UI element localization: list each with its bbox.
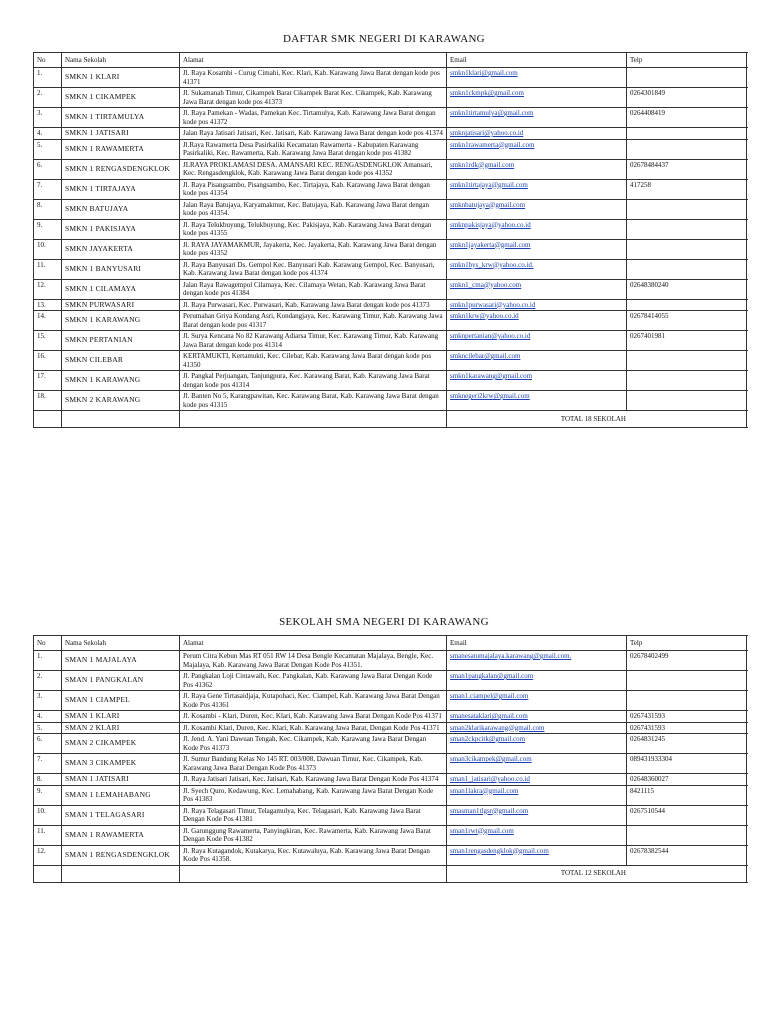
empty-cell xyxy=(62,865,180,882)
school-address: Jl. Sukamanah Timur, Cikampek Barat Cikampek Barat Kec. Cikampek, Kab. Karawang Jawa Barat dengan kode pos 41373 xyxy=(180,88,447,108)
school-phone: 02678382544 xyxy=(627,845,747,865)
table-row xyxy=(34,671,747,691)
school-name: SMAN 1 TELAGASARI xyxy=(62,805,180,825)
school-name: SMKN 1 TIRTAJAYA xyxy=(62,179,180,199)
table-row xyxy=(34,128,747,140)
school-address: Jalan Raya Rawagempol Cilamaya, Kec. Cilamaya Wetan, Kab. Karawang Jawa Barat dengan kode pos 41384 xyxy=(180,279,447,299)
school-address: Jl. RAYA JAYAMAKMUR, Jayakerta, Kec. Jayakerta, Kab. Karawang Jawa Barat dengan kode pos 41352 xyxy=(180,239,447,259)
col-header-phone: Telp xyxy=(627,53,747,68)
school-email[interactable]: sman1rwt@gmail.com xyxy=(447,825,627,845)
school-phone: 0267510544 xyxy=(627,805,747,825)
school-email[interactable]: smkn1tirtajaya@gmail.com xyxy=(447,179,627,199)
school-phone: 0264831245 xyxy=(627,734,747,754)
row-number: 8. xyxy=(34,774,62,786)
row-number: 7. xyxy=(34,179,62,199)
school-email[interactable]: smkn1rawamerta@gmail.com xyxy=(447,139,627,159)
school-address: Jl. Jend. A. Yani Dawuan Tengah, Kec. Cikampek, Kab. Karawang Jawa Barat Dengan Kode Pos 41373 xyxy=(180,734,447,754)
school-name: SMKN 1 KLARI xyxy=(62,68,180,88)
school-email[interactable]: smkn1tirtamulya@gmail.com xyxy=(447,108,627,128)
total-count: TOTAL 18 SEKOLAH xyxy=(447,411,747,428)
school-name: SMAN 1 CIAMPEL xyxy=(62,691,180,711)
school-name: SMAN 1 JATISARI xyxy=(62,774,180,786)
table-row xyxy=(34,651,747,671)
school-address: KERTAMUKTI, Kertamukti, Kec. Cilebar, Kab. Karawang Jawa Barat dengan kode pos 41350 xyxy=(180,351,447,371)
school-email[interactable]: smkn1bys_krw@yahoo.co.id. xyxy=(447,259,627,279)
school-phone: 02678414055 xyxy=(627,311,747,331)
school-email[interactable]: sman2klarikarawang@gmail.com xyxy=(447,722,627,734)
school-email[interactable]: sman1.ciampel@gmail.com xyxy=(447,691,627,711)
row-number: 10. xyxy=(34,805,62,825)
school-email[interactable]: sman1pangkalan@gmail.com xyxy=(447,671,627,691)
row-number: 11. xyxy=(34,259,62,279)
school-name: SMAN 1 PANGKALAN xyxy=(62,671,180,691)
table-row xyxy=(34,331,747,351)
col-header-name: Nama Sekolah xyxy=(62,636,180,651)
school-email[interactable]: smkn1krw@yahoo.co.id xyxy=(447,311,627,331)
table-row xyxy=(34,68,747,88)
school-address: Perumahan Griya Kondang Asri, Kondangjaya, Kec. Karawang Timur, Kab. Karawang Jawa Barat dengan kode pos 41317 xyxy=(180,311,447,331)
school-address: Jl. Pangkalan Loji Cintawaih, Kec. Pangkalan, Kab. Karawang Jawa Barat Dengan Kode Pos 41362 xyxy=(180,671,447,691)
school-phone: 8421115 xyxy=(627,785,747,805)
school-phone: 0267431593 xyxy=(627,711,747,723)
school-address: Jalan Raya Batujaya, Karyamakmur, Kec. Batujaya, Kab. Karawang Jawa Barat dengan kode pos 41354. xyxy=(180,199,447,219)
school-email[interactable]: smasman1tlgsr@gmail.com xyxy=(447,805,627,825)
school-email[interactable]: sman1_jatisari@yahoo.co.id xyxy=(447,774,627,786)
table-row xyxy=(34,259,747,279)
row-number: 7. xyxy=(34,754,62,774)
school-name: SMKN 1 CILAMAYA xyxy=(62,279,180,299)
row-number: 16. xyxy=(34,351,62,371)
school-name: SMAN 1 LEMAHABANG xyxy=(62,785,180,805)
school-name: SMAN 1 MAJALAYA xyxy=(62,651,180,671)
empty-cell xyxy=(180,865,447,882)
school-email[interactable]: smkn1klari@gmail.com xyxy=(447,68,627,88)
school-address: Jl.Raya Rawamerta Desa Pasirkaliki Kecamatan Rawamerta - Kabupaten Karawang Pasirkaliki, Kec. Rawamerta, Kab. Karawang Jawa Barat dengan kode pos 41382 xyxy=(180,139,447,159)
school-name: SMKN 1 BANYUSARI xyxy=(62,259,180,279)
row-number: 4. xyxy=(34,711,62,723)
table-row xyxy=(34,299,747,311)
school-address: Jl. Raya Purwasari, Kec. Purwasari, Kab. Karawang Jawa Barat dengan kode pos 41373 xyxy=(180,299,447,311)
total-count: TOTAL 12 SEKOLAH xyxy=(447,865,747,882)
col-header-address: Alamat xyxy=(180,53,447,68)
school-address: Jl. Sumur Bandung Kelas No 145 RT. 003/008, Dawuan Timur, Kec. Cikampek, Kab. Karawang Jawa Barat Dengan Kode Pos 41373 xyxy=(180,754,447,774)
school-email[interactable]: smknegeri2krw@gmail.com xyxy=(447,391,627,411)
school-phone: 089431933304 xyxy=(627,754,747,774)
school-name: SMAN 3 CIKAMPEK xyxy=(62,754,180,774)
row-number: 6. xyxy=(34,159,62,179)
school-name: SMKN 1 KARAWANG xyxy=(62,371,180,391)
table-row xyxy=(34,391,747,411)
school-name: SMKN BATUJAYA xyxy=(62,199,180,219)
school-address: Jl. Garunggung Rawamerta, Panyingkiran, Kec. Rawamerta, Kab. Karawang Jawa Barat Dengan Kode Pos 41382 xyxy=(180,825,447,845)
school-email[interactable]: smknpakisjaya@yahoo.co.id xyxy=(447,219,627,239)
col-header-email: Email xyxy=(447,53,627,68)
school-name: SMKN 1 JATISARI xyxy=(62,128,180,140)
school-phone xyxy=(627,259,747,279)
school-email[interactable]: sman1lakra@gmail.com xyxy=(447,785,627,805)
school-address: Jl. Syech Quro, Kedawung, Kec. Lemahabang, Kab. Karawang Jawa Barat Dengan Kode Pos 41383 xyxy=(180,785,447,805)
empty-cell xyxy=(180,411,447,428)
table-row xyxy=(34,774,747,786)
school-email[interactable]: smkn1_cma@yahoo.com xyxy=(447,279,627,299)
school-address: Jl. Raya Gene Tirtasaidjaja, Kutapohaci, Kec. Ciampel, Kab. Karawang Jawa Barat Dengan Kode Pos 41361 xyxy=(180,691,447,711)
table-row xyxy=(34,785,747,805)
row-number: 2. xyxy=(34,88,62,108)
school-name: SMAN 2 KLARI xyxy=(62,722,180,734)
school-email[interactable]: smkncilebar@gmail.com xyxy=(447,351,627,371)
school-phone xyxy=(627,139,747,159)
total-row xyxy=(34,865,747,882)
smk-title: DAFTAR SMK NEGERI DI KARAWANG xyxy=(283,33,485,45)
school-name: SMAN 1 RAWAMERTA xyxy=(62,825,180,845)
row-number: 3. xyxy=(34,108,62,128)
school-email[interactable]: smkn1rdk@gmail.com xyxy=(447,159,627,179)
school-name: SMKN CILEBAR xyxy=(62,351,180,371)
school-email[interactable]: smknjatisari@yahoo.co.id xyxy=(447,128,627,140)
school-address: Perum Citra Kebun Mas RT 051 RW 14 Desa Bengle Kecamatan Majalaya, Bengle, Kec. Majalaya, Kab. Karawang Jawa Barat Dengan Kode Pos 41351. xyxy=(180,651,447,671)
school-address: Jl. Raya Banyusari Ds. Gempol Kec. Banyusari Kab. Karawang Gempol, Kec. Banyusari, Kab. Karawang Jawa Barat dengan kode pos 41374 xyxy=(180,259,447,279)
school-phone xyxy=(627,671,747,691)
table-row xyxy=(34,108,747,128)
sma-table xyxy=(33,635,747,883)
table-row xyxy=(34,825,747,845)
school-name: SMKN 2 KARAWANG xyxy=(62,391,180,411)
table-row xyxy=(34,311,747,331)
school-phone: 02678402499 xyxy=(627,651,747,671)
school-email[interactable]: smanesataklari@gmail.com xyxy=(447,711,627,723)
row-number: 3. xyxy=(34,691,62,711)
empty-cell xyxy=(34,865,62,882)
school-address: Jl. Kosambi Klari, Duren, Kec. Klari, Kab. Karawang Jawa Barat, Dengan Kode Pos 41371 xyxy=(180,722,447,734)
school-phone xyxy=(627,68,747,88)
total-row xyxy=(34,411,747,428)
row-number: 12. xyxy=(34,845,62,865)
school-email[interactable]: smkn1ckmpk@gmail.com xyxy=(447,88,627,108)
smk-table xyxy=(33,52,747,428)
school-phone: 02648380240 xyxy=(627,279,747,299)
row-number: 1. xyxy=(34,651,62,671)
row-number: 15. xyxy=(34,331,62,351)
school-address: Jl. Surya Kencana No 82 Karawang Adiarsa Timur, Kec. Karawang Timur, Kab. Karawang Jawa Barat dengan kode pos 41314 xyxy=(180,331,447,351)
school-name: SMKN 1 PAKISJAYA xyxy=(62,219,180,239)
row-number: 11. xyxy=(34,825,62,845)
school-phone xyxy=(627,299,747,311)
school-email[interactable]: sman2ckpcitk@gmail.com xyxy=(447,734,627,754)
row-number: 17. xyxy=(34,371,62,391)
school-address: Jl. Raya Telukbuyung, Telukbuyung, Kec. Pakisjaya, Kab. Karawang Jawa Barat dengan kode pos 41355 xyxy=(180,219,447,239)
school-name: SMKN PERTANIAN xyxy=(62,331,180,351)
school-address: Jl. Raya Kosambi - Curug Cimahi, Kec. Klari, Kab. Karawang Jawa Barat dengan kode pos 41371 xyxy=(180,68,447,88)
row-number: 9. xyxy=(34,785,62,805)
school-name: SMKN PURWASARI xyxy=(62,299,180,311)
row-number: 10. xyxy=(34,239,62,259)
school-phone xyxy=(627,351,747,371)
table-row xyxy=(34,199,747,219)
school-address: Jl. Raya Kutagandok, Kutakarya, Kec. Kutawaluya, Kab. Karawang Jawa Barat Dengan Kode Pos 41358. xyxy=(180,845,447,865)
school-email[interactable]: smkn1purwasari@yahoo.co.id xyxy=(447,299,627,311)
school-email[interactable]: smkn1karawang@gmail.com xyxy=(447,371,627,391)
row-number: 18. xyxy=(34,391,62,411)
school-email[interactable]: smanesatumajalaya.karawang@gmail.com. xyxy=(447,651,627,671)
row-number: 1. xyxy=(34,68,62,88)
school-address: Jl. Raya Telagasari Timur, Telagamulya, Kec. Telagasari, Kab. Karawang Jawa Barat Dengan Kode Pos 41381 xyxy=(180,805,447,825)
row-number: 6. xyxy=(34,734,62,754)
school-name: SMAN 2 CIKAMPEK xyxy=(62,734,180,754)
row-number: 5. xyxy=(34,139,62,159)
school-address: Jl. Pangkal Perjuangan, Tanjungpura, Kec. Karawang Barat, Kab. Karawang Jawa Barat dengan kode pos 41314 xyxy=(180,371,447,391)
row-number: 5. xyxy=(34,722,62,734)
school-name: SMKN 1 TIRTAMULYA xyxy=(62,108,180,128)
school-name: SMAN 1 KLARI xyxy=(62,711,180,723)
col-header-email: Email xyxy=(447,636,627,651)
school-address: JLRAYA PROKLAMASI DESA. AMANSARI KEC. RENGASDENGKLOK Amansari, Kec. Rengasdengklok, Kab. Karawang Jawa Barat dengan kode pos 41352 xyxy=(180,159,447,179)
table-row xyxy=(34,711,747,723)
school-phone xyxy=(627,371,747,391)
school-address: Jl. Raya Pamekan - Wadas, Pamekan Kec. Tirtamulya, Kab. Karawang Jawa Barat dengan kode pos 41372 xyxy=(180,108,447,128)
row-number: 4. xyxy=(34,128,62,140)
table-row xyxy=(34,351,747,371)
table-row xyxy=(34,754,747,774)
school-phone: 02648360027 xyxy=(627,774,747,786)
table-header-row xyxy=(34,636,747,651)
col-header-name: Nama Sekolah xyxy=(62,53,180,68)
school-phone: 0267401981 xyxy=(627,331,747,351)
table-row xyxy=(34,805,747,825)
table-row xyxy=(34,219,747,239)
table-row xyxy=(34,734,747,754)
table-row xyxy=(34,845,747,865)
school-email[interactable]: smknpertanian@yahoo.co.id xyxy=(447,331,627,351)
school-phone xyxy=(627,128,747,140)
school-name: SMKN 1 CIKAMPEK xyxy=(62,88,180,108)
empty-cell xyxy=(34,411,62,428)
row-number: 13. xyxy=(34,299,62,311)
school-phone: 0264301849 xyxy=(627,88,747,108)
col-header-no: No xyxy=(34,636,62,651)
row-number: 9. xyxy=(34,219,62,239)
school-email[interactable]: sman1rengasdengklok@gmail.com xyxy=(447,845,627,865)
school-address: Jl. Banten No 5, Karangpawitan, Kec. Karawang Barat, Kab. Karawang Jawa Barat dengan kode pos 41315 xyxy=(180,391,447,411)
school-phone: 0267431593 xyxy=(627,722,747,734)
row-number: 2. xyxy=(34,671,62,691)
school-address: Jl. Kosambi - Klari, Duren, Kec. Klari, Kab. Karawang Jawa Barat Dengan Kode Pos 41371 xyxy=(180,711,447,723)
school-email[interactable]: smknbatujaya@gmail.com xyxy=(447,199,627,219)
table-row xyxy=(34,159,747,179)
school-name: SMKN 1 KARAWANG xyxy=(62,311,180,331)
table-row xyxy=(34,371,747,391)
school-address: Jl. Raya Jatisari Jatisari, Kec. Jatisari, Kab. Karawang Jawa Barat Dengan Kode Pos 41374 xyxy=(180,774,447,786)
empty-cell xyxy=(62,411,180,428)
sma-title: SEKOLAH SMA NEGERI DI KARAWANG xyxy=(279,616,489,628)
school-address: Jl. Raya Pisangsambo, Pisangsambo, Kec. Tirtajaya, Kab. Karawang Jawa Barat dengan kode pos 41354 xyxy=(180,179,447,199)
col-header-phone: Telp xyxy=(627,636,747,651)
school-phone xyxy=(627,691,747,711)
school-phone xyxy=(627,391,747,411)
table-header-row xyxy=(34,53,747,68)
row-number: 12. xyxy=(34,279,62,299)
school-phone xyxy=(627,239,747,259)
school-email[interactable]: sman3cikampek@gmail.com xyxy=(447,754,627,774)
school-phone: 0264408419 xyxy=(627,108,747,128)
table-row xyxy=(34,88,747,108)
school-name: SMKN JAYAKERTA xyxy=(62,239,180,259)
table-row xyxy=(34,691,747,711)
school-phone xyxy=(627,199,747,219)
school-email[interactable]: smkn1jayakerta@gmail.com xyxy=(447,239,627,259)
school-phone: 417258 xyxy=(627,179,747,199)
row-number: 8. xyxy=(34,199,62,219)
table-row xyxy=(34,239,747,259)
school-name: SMKN 1 RENGASDENGKLOK xyxy=(62,159,180,179)
school-address: Jalan Raya Jatisari Jatisari, Kec. Jatisari, Kab. Karawang Jawa Barat dengan kode pos 41374 xyxy=(180,128,447,140)
col-header-address: Alamat xyxy=(180,636,447,651)
col-header-no: No xyxy=(34,53,62,68)
table-row xyxy=(34,279,747,299)
row-number: 14. xyxy=(34,311,62,331)
table-row xyxy=(34,139,747,159)
school-phone xyxy=(627,219,747,239)
table-row xyxy=(34,179,747,199)
school-name: SMAN 1 RENGASDENGKLOK xyxy=(62,845,180,865)
school-phone: 02678484437 xyxy=(627,159,747,179)
school-phone xyxy=(627,825,747,845)
table-row xyxy=(34,722,747,734)
school-name: SMKN 1 RAWAMERTA xyxy=(62,139,180,159)
